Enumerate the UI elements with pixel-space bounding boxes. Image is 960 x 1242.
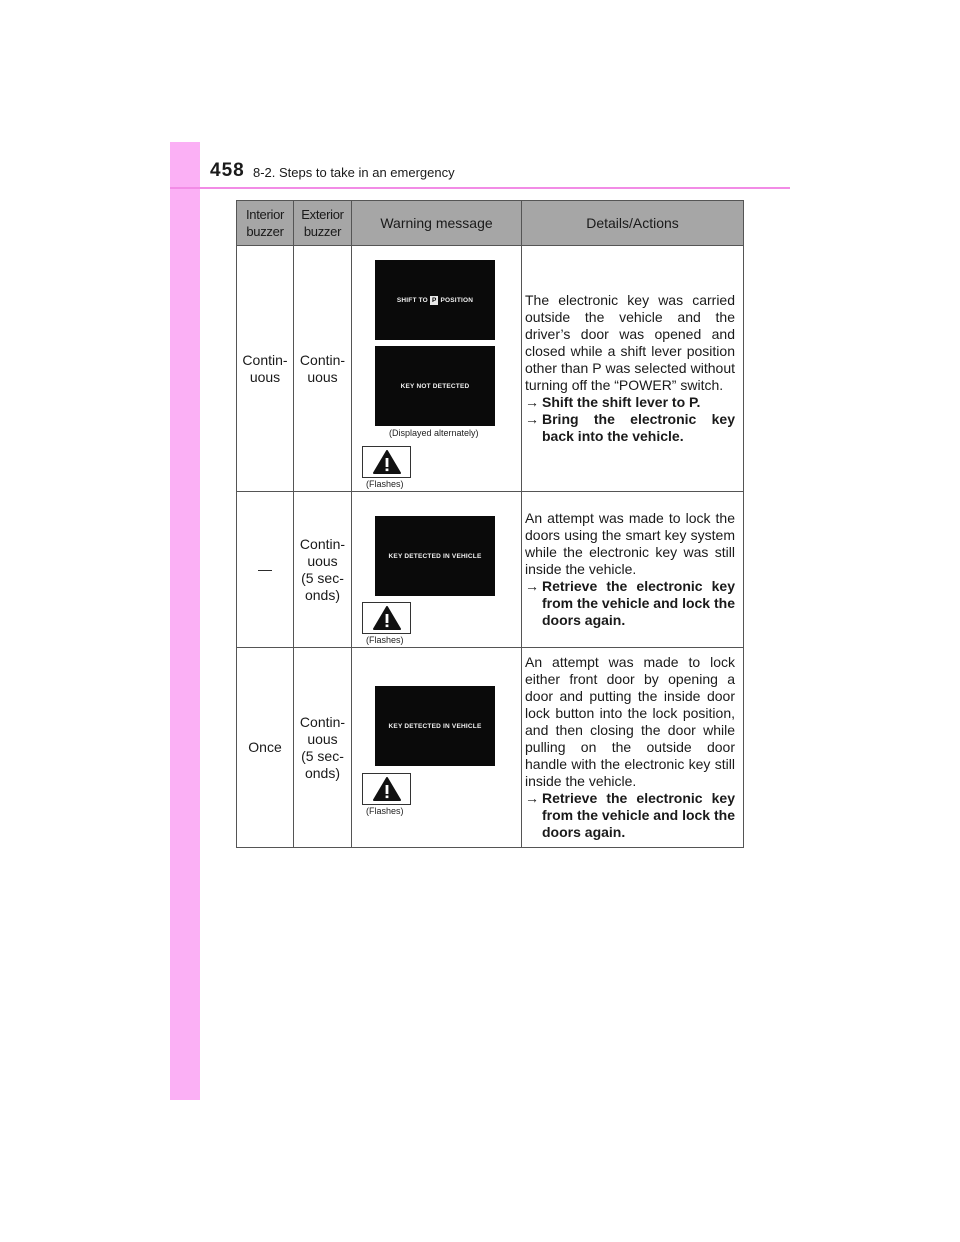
warning-message-cell bbox=[352, 648, 522, 848]
exterior-buzzer-cell: Contin- uous (5 sec- onds) bbox=[294, 492, 352, 648]
action-item: → Shift the shift lever to P. bbox=[525, 394, 701, 410]
details-text: An attempt was made to lock either front door by opening a door and putting the inside door lock button into the lock position, and then closing the door while pulling on the outside door handle with the electronic key still inside the vehicle. bbox=[525, 654, 735, 789]
caption-displayed-alternately: (Displayed alternately) bbox=[389, 428, 479, 438]
col-header-details: Details/Actions bbox=[522, 201, 744, 246]
details-text: The electronic key was carried outside the vehicle and the driver’s door was opened and closed while a shift lever position other than P was selected without turning off the “POWER” switch. bbox=[525, 292, 735, 393]
action-item: → Retrieve the electronic key from the vehicle and lock the doors again. bbox=[525, 790, 735, 840]
caption-flashes: (Flashes) bbox=[366, 635, 404, 645]
arrow-icon: → bbox=[525, 394, 539, 410]
exterior-buzzer-cell: Contin- uous bbox=[294, 246, 352, 492]
details-cell bbox=[522, 246, 744, 492]
interior-buzzer-cell: Contin- uous bbox=[237, 246, 294, 492]
arrow-icon: → bbox=[525, 790, 539, 806]
table-row bbox=[237, 492, 744, 648]
display-screen-key-detected: KEY DETECTED IN VEHICLE bbox=[375, 516, 495, 596]
caption-flashes: (Flashes) bbox=[366, 479, 404, 489]
page-number: 458 bbox=[210, 160, 245, 181]
arrow-icon: → bbox=[525, 411, 539, 427]
col-header-message: Warning message bbox=[352, 201, 522, 246]
table-row bbox=[237, 648, 744, 848]
details-text: An attempt was made to lock the doors using the smart key system while the electronic key was still inside the vehicle. bbox=[525, 510, 735, 577]
exterior-buzzer-cell: Contin- uous (5 sec- onds) bbox=[294, 648, 352, 848]
warning-message-cell bbox=[352, 492, 522, 648]
warning-message-cell bbox=[352, 246, 522, 492]
display-screen-key-not-detected: KEY NOT DETECTED bbox=[375, 346, 495, 426]
details-cell bbox=[522, 648, 744, 848]
interior-buzzer-cell: Once bbox=[237, 648, 294, 848]
details-cell bbox=[522, 492, 744, 648]
col-header-exterior: Exterior buzzer bbox=[294, 201, 352, 246]
caption-flashes: (Flashes) bbox=[366, 806, 404, 816]
interior-buzzer-cell: — bbox=[237, 492, 294, 648]
table-header-row bbox=[237, 201, 744, 246]
display-screen-key-detected: KEY DETECTED IN VEHICLE bbox=[375, 686, 495, 766]
header-rule bbox=[170, 187, 790, 189]
warning-triangle-icon bbox=[362, 602, 411, 634]
action-item: → Bring the electronic key back into the vehicle. bbox=[525, 411, 735, 444]
col-header-interior: Interior buzzer bbox=[237, 201, 294, 246]
warning-table bbox=[236, 200, 744, 848]
display-screen-shift-to-p: SHIFT TO P POSITION bbox=[375, 260, 495, 340]
section-title: 8-2. Steps to take in an emergency bbox=[253, 165, 455, 180]
action-item: → Retrieve the electronic key from the vehicle and lock the doors again. bbox=[525, 578, 735, 628]
warning-triangle-icon bbox=[362, 446, 411, 478]
arrow-icon: → bbox=[525, 578, 539, 594]
warning-triangle-icon bbox=[362, 773, 411, 805]
table-row bbox=[237, 246, 744, 492]
page-side-band bbox=[170, 142, 200, 1100]
